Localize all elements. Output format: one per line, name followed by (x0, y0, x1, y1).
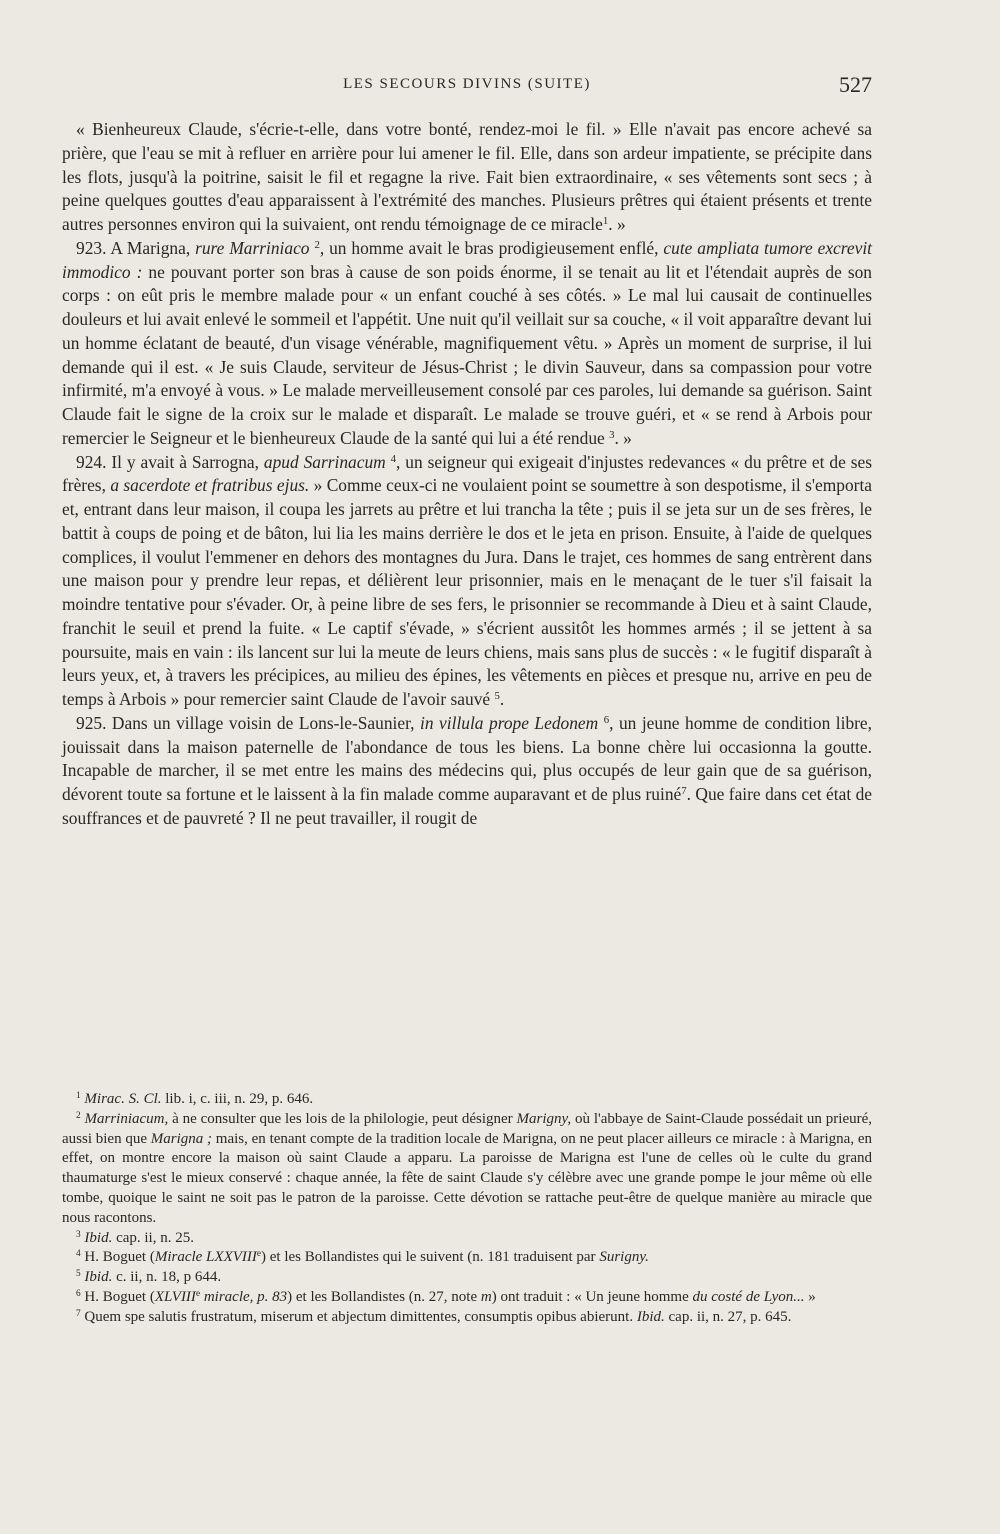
latin-phrase: miracle, p. 83 (203, 1288, 288, 1305)
latin-phrase: Marigny, (516, 1110, 572, 1127)
text-run: , un homme avait le bras prodigieusement enflé, (319, 237, 664, 258)
footnote (62, 1248, 872, 1268)
note-marker: 5 (76, 1269, 81, 1280)
note-marker: 1 (76, 1090, 81, 1101)
text-run: « Bienheureux Claude, s'écrie-t-elle, dans votre bonté, rendez-moi le fil. » Elle n'avait pas encore achevé sa prière, que l'eau se mit à refluer en arrière pour lui amener le fil. Elle, dans son ardeur impatiente, se précipite dans les flots, jusqu'à la poitrine, saisit le fil et regagne la rive. Fait bien extraordinaire, « ses vêtements sont secs ; à peine quelques gouttes d'eau apparaissent à l'extrémité des manches. Plusieurs prêtres qui étaient présents et trente autres personnes environ qui la suivaient, ont rendu témoignage de ce miracle (62, 119, 872, 234)
latin-phrase: Marigna ; (150, 1130, 213, 1147)
text-run: 923. A Marigna, (76, 237, 196, 258)
latin-phrase: Ibid. (84, 1269, 113, 1286)
latin-phrase: m (480, 1288, 492, 1305)
footnotes (62, 1090, 872, 1328)
text-run: où l'abbaye de Saint-Claude possédait un prieuré, aussi bien que (62, 1110, 873, 1147)
paragraph (62, 451, 872, 712)
footnote (62, 1308, 872, 1328)
paragraph (62, 237, 872, 451)
latin-phrase: in villula prope Ledonem (420, 712, 599, 733)
note-marker: e (256, 1249, 262, 1260)
latin-phrase: XLVIII (154, 1288, 196, 1305)
footnote (62, 1288, 872, 1308)
note-marker: e (195, 1288, 201, 1299)
text-run: . (499, 689, 505, 709)
note-marker: 3 (609, 428, 615, 441)
text-run: , un jeune homme de condition libre, jouissait dans la maison paternelle de l'abondance de tous les biens. La bonne chère lui occasionna la goutte. Incapable de marcher, il se met entre les mains des médecins qui, plus occupés de leur gain que de sa guérison, dévorent toute sa fortune et le laissent à la fin malade comme auparavant et de plus ruiné (62, 712, 872, 804)
text-run: mais, en tenant compte de la tradition locale de Marigna, on ne peut placer ailleurs ce miracle : à Marigna, en effet, on montre encore la maison où saint Claude a apparu. La paroisse de Marigna est l'une de celles où le culte du grand thaumaturge s'est le mieux conservé : chaque année, la fête de saint Claude s'y célèbre avec une grande pompe le jour même où elle tombe, quoique le saint ne soit pas le patron de la paroisse. Cette dévotion se rattache peut-être de quelque manière au miracle que nous racontons. (62, 1130, 873, 1226)
main-text (62, 118, 872, 831)
note-marker: 5 (494, 690, 500, 703)
text-run: , un seigneur qui exigeait d'injustes redevances « du prêtre et de ses frères, (62, 451, 872, 496)
footnote (62, 1090, 872, 1110)
text-run: cap. ii, n. 25. (112, 1229, 194, 1246)
latin-phrase: a sacerdote et fratribus ejus. (110, 475, 310, 496)
latin-phrase: Miracle LXXVIII (154, 1249, 257, 1266)
latin-phrase: cute ampliata tumore excrevit immodico : (62, 237, 872, 282)
text-run: ) et les Bollandistes (n. 27, note (287, 1288, 481, 1305)
text-run: c. ii, n. 18, p 644. (112, 1269, 222, 1286)
footnote (62, 1110, 872, 1229)
text-run: . » (614, 427, 632, 448)
text-run: H. Boguet ( (80, 1249, 155, 1266)
text-run: 925. Dans un village voisin de Lons-le-Saunier, (76, 712, 421, 733)
note-marker: 6 (76, 1288, 81, 1299)
note-marker: 6 (603, 713, 610, 726)
text-run: ) ont traduit : « Un jeune homme (491, 1288, 693, 1305)
note-marker: 4 (76, 1249, 81, 1260)
latin-phrase: apud Sarrinacum (263, 451, 386, 472)
footnote (62, 1268, 872, 1288)
latin-phrase: Ibid. (636, 1308, 665, 1325)
text-run: » Comme ceux-ci ne voulaient point se soumettre à son despotisme, il s'emporta et, entrant dans leur maison, il coupa les jarrets au prêtre et lui trancha la tête ; puis il se jeta sur un de ses frères, le battit à coups de poing et de bâton, lui lia les mains derrière le dos et le jeta en prison. Ensuite, à l'aide de quelques complices, il voulut l'emmener en dehors des montagnes du Jura. Dans le trajet, ces hommes de sang entrèrent dans une maison pour y prendre leur repas, et délièrent leur prisonnier, mais en le menaçant de le tuer s'il faisait la moindre tentative pour s'évader. Or, à peine libre de ses fers, le prisonnier se recommande à Dieu et à saint Claude, franchit le seuil et prend la fuite. « Le captif s'évade, » s'écrient aussitôt les hommes armés ; il se jettent à sa poursuite, mais en vain : ils lancent sur lui la meute de leurs chiens, mais sans plus de succès : « le fugitif disparaît à leurs yeux, et, à travers les précipices, au milieu des épines, les vêtements en pièces et presque nu, arrive en peu de temps à Arbois » pour remercier saint Claude de l'avoir sauvé (62, 475, 872, 709)
note-marker: 2 (314, 238, 320, 251)
text-run: . » (608, 214, 626, 234)
footnote (62, 1229, 872, 1249)
text-run: lib. i, c. iii, n. 29, p. 646. (161, 1091, 314, 1107)
note-marker: 4 (390, 452, 397, 465)
paragraph (62, 118, 872, 237)
note-marker: 3 (76, 1229, 81, 1240)
note-marker: 1 (602, 215, 609, 228)
text-run: à ne consulter que les lois de la philologie, peut désigner (168, 1110, 517, 1127)
text-run: ne pouvant porter son bras à cause de son poids énorme, il se tenait au lit et l'étendait auprès de son corps : on eût pris le membre malade pour « un enfant couché à ses côtés. » Le mal lui causait de continuelles douleurs et lui avait enlevé le sommeil et l'appétit. Une nuit qu'il veillait sur sa couche, « il voit apparaître devant lui un homme éclatant de beauté, d'un visage vénérable, magnifiquement vêtu. » Après un moment de surprise, il lui demande qui il est. « Je suis Claude, serviteur de Jésus-Christ ; le divin Sauveur, dans sa compassion pour votre infirmité, m'a envoyé à vous. » Le malade merveilleusement consolé par ces paroles, lui demande sa guérison. Saint Claude fait le signe de la croix sur le malade et disparaît. Le malade se trouve guéri, et « se rend à Arbois pour remercier le Seigneur et le bienheureux Claude de la santé qui lui a été rendue (62, 261, 872, 448)
latin-phrase: rure Marriniaco (195, 237, 310, 258)
text-run: » (804, 1288, 816, 1305)
text-run: cap. ii, n. 27, p. 645. (664, 1308, 792, 1325)
latin-phrase: Surigny. (599, 1249, 649, 1266)
text-run: . Que faire dans cet état de souffrances et de pauvreté ? Il ne peut travailler, il rougit de (62, 784, 872, 828)
text-run: 924. Il y avait à Sarrogna, (76, 451, 264, 472)
page-number: 527 (839, 72, 872, 97)
text-run: Quem spe salutis frustratum, miserum et abjectum dimittentes, consumptis opibus abierunt. (80, 1308, 637, 1325)
page-header (62, 72, 872, 102)
paragraph (62, 712, 872, 831)
latin-phrase: Ibid. (84, 1229, 113, 1246)
text-run: H. Boguet ( (80, 1288, 155, 1305)
latin-phrase: du costé de Lyon... (692, 1288, 805, 1305)
note-marker: 7 (681, 785, 687, 798)
text-run: ) et les Bollandistes qui le suivent (n. 181 traduisent par (261, 1249, 600, 1266)
latin-phrase: Marriniacum, (84, 1110, 169, 1127)
latin-phrase: Mirac. S. Cl. (84, 1091, 162, 1107)
running-title: LES SECOURS DIVINS (SUITE) (343, 76, 591, 92)
note-marker: 7 (76, 1308, 81, 1319)
note-marker: 2 (76, 1110, 81, 1121)
